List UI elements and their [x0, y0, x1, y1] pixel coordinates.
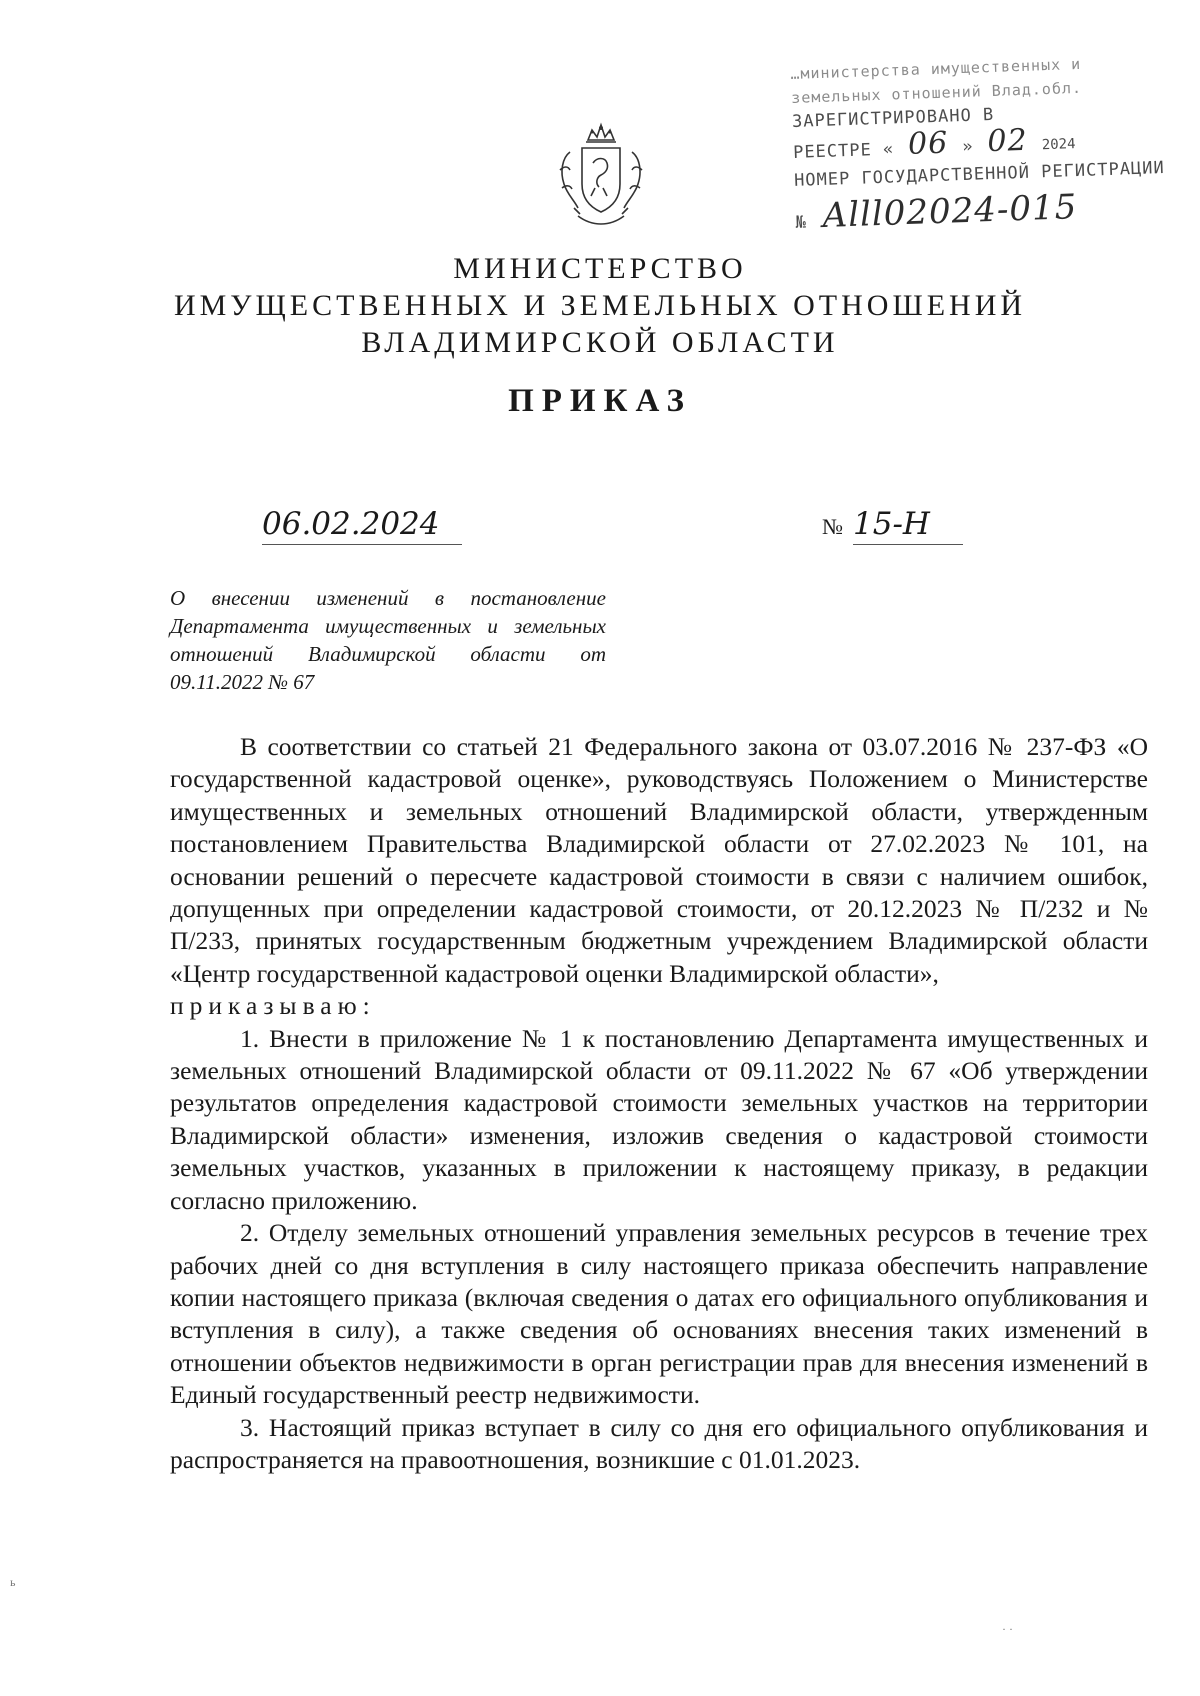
stamp-line-5: НОМЕР ГОСУДАРСТВЕННОЙ РЕГИСТРАЦИИ — [793, 157, 1166, 191]
ministry-line-1: МИНИСТЕРСТВО — [453, 252, 747, 285]
stamp-day-handwritten: 06 — [907, 125, 949, 162]
order-body — [170, 731, 1148, 1476]
stamp-year: 2024 — [1041, 136, 1076, 154]
stamp-number-row — [795, 184, 1176, 237]
stamp-registry-label: РЕЕСТРЕ « — [792, 139, 895, 163]
stamp-number-label: № — [795, 212, 808, 233]
order-directive: приказываю: — [170, 991, 376, 1021]
number-sign: № — [822, 514, 843, 539]
scan-speck: ь — [10, 1575, 16, 1589]
stamp-reg-number-handwritten: Alll02024-015 — [821, 187, 1078, 236]
coat-of-arms-icon — [548, 118, 654, 230]
ministry-line-3: ВЛАДИМИРСКОЙ ОБЛАСТИ — [361, 326, 839, 359]
order-date-handwritten: 06.02.2024 — [262, 506, 462, 545]
order-item-2: 2. Отделу земельных отношений управления земельных ресурсов в течение трех рабочих дней со дня вступления в силу настоящего приказа обеспечить направление копии настоящего приказа (включая сведения о датах его официального опубликования и вступления в силу), а также сведения об основаниях внесения таких изменений в отношении объектов недвижимости в орган регистрации прав для внесения изменений в Единый государственный реестр недвижимости. — [170, 1218, 1148, 1410]
preamble-paragraph: В соответствии со статьей 21 Федерального закона от 03.07.2016 № 237-ФЗ «О государственной кадастровой оценке», руководствуясь Положением о Министерстве имущественных и земельных отношений Владимирской области, утвержденным постановлением Правительства Владимирской области от 27.02.2023 № 101, на основании решений о пересчете кадастровой стоимости в связи с наличием ошибок, допущенных при определении кадастровой стоимости, от 20.12.2023 № П/232 и № П/233, принятых государственным бюджетным учреждением Владимирской области «Центр государственной кадастровой оценки Владимирской области», — [170, 732, 1148, 988]
stamp-month-handwritten: 02 — [986, 122, 1029, 160]
stamp-quote: » — [962, 136, 974, 158]
order-subject: О внесении изменений в постановление Департамента имущественных и земельных отношений Владимирской области от 09.11.2022 № 67 — [170, 586, 606, 694]
order-number — [822, 506, 963, 545]
stamp-line-1: …министерства имущественных и — [790, 54, 1082, 83]
ministry-name — [0, 250, 1200, 361]
stamp-line-3: ЗАРЕГИСТРИРОВАНО В — [791, 104, 995, 132]
order-item-3: 3. Настоящий приказ вступает в силу со дня его официального опубликования и распространяется на правоотношения, возникшие с 01.01.2023. — [170, 1412, 1148, 1474]
stamp-line-2: земельных отношений Влад.обл. — [790, 78, 1083, 107]
order-number-handwritten: 15-Н — [853, 506, 963, 545]
document-title: ПРИКАЗ — [508, 383, 692, 419]
scan-speck: · · — [1002, 1622, 1013, 1636]
order-item-1: 1. Внести в приложение № 1 к постановлению Департамента имущественных и земельных отношений Владимирской области от 09.11.2022 № 67 «Об утверждении результатов определения кадастровой стоимости земельных участков на территории Владимирской области» изменения, изложив сведения о кадастровой стоимости земельных участков, указанных в приложении к настоящему приказу, в редакции согласно приложению. — [170, 1023, 1148, 1215]
ministry-line-2: ИМУЩЕСТВЕННЫХ И ЗЕМЕЛЬНЫХ ОТНОШЕНИЙ — [173, 289, 1027, 322]
registration-stamp — [790, 49, 1176, 237]
